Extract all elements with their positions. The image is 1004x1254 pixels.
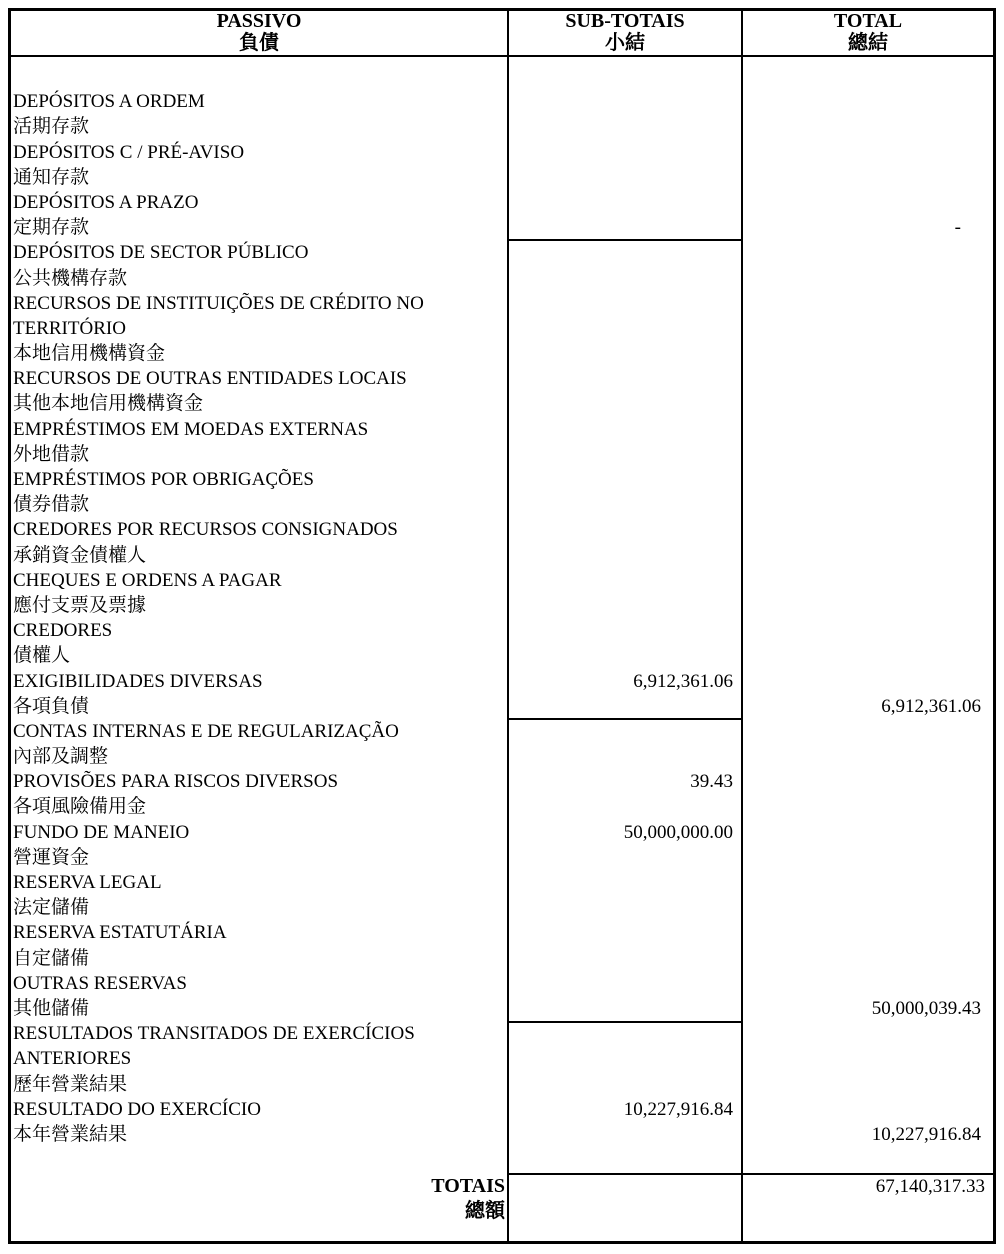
header-passivo-pt: PASSIVO — [216, 9, 302, 32]
row-total-value — [739, 266, 989, 291]
table-row — [11, 920, 993, 945]
table-row — [11, 820, 993, 845]
row-total-value — [739, 165, 989, 190]
row-total-value — [739, 316, 989, 341]
row-subtotal-value — [507, 618, 739, 643]
grand-total-value: 67,140,317.33 — [875, 1176, 985, 1197]
row-total-value — [739, 190, 989, 215]
table-row — [11, 996, 993, 1021]
table-row — [11, 1046, 993, 1071]
row-subtotal-value — [507, 719, 739, 744]
row-total-value: 6,912,361.06 — [881, 695, 981, 717]
row-total-value — [739, 64, 989, 89]
row-label: RESULTADO DO EXERCÍCIO — [13, 1098, 261, 1120]
row-total-value — [739, 391, 989, 416]
table-row — [11, 744, 993, 769]
row-label: DEPÓSITOS DE SECTOR PÚBLICO — [13, 242, 309, 264]
row-subtotal-value — [507, 442, 739, 467]
header-total — [743, 8, 993, 55]
table-row — [11, 593, 993, 618]
row-label: 公共機構存款 — [13, 267, 128, 289]
row-total-value — [739, 89, 989, 114]
row-label: 外地借款 — [13, 443, 90, 465]
row-label — [11, 64, 507, 89]
table-row — [11, 442, 993, 467]
table-row — [11, 190, 993, 215]
row-label: CHEQUES E ORDENS A PAGAR — [13, 569, 282, 591]
row-label: OUTRAS RESERVAS — [13, 972, 187, 994]
row-label: 定期存款 — [13, 217, 90, 239]
row-label: 承銷資金債權人 — [13, 544, 147, 566]
row-subtotal-value — [507, 517, 739, 542]
row-subtotal-value — [507, 391, 739, 416]
row-label: 各項負債 — [13, 695, 90, 717]
table-row — [11, 794, 993, 819]
row-total-value — [739, 719, 989, 744]
header-subtotais-pt: SUB-TOTAIS — [565, 9, 685, 32]
header-passivo — [11, 8, 507, 55]
row-total-value — [739, 1046, 989, 1071]
row-subtotal-value — [507, 190, 739, 215]
table-row — [11, 1097, 993, 1122]
row-subtotal-value — [507, 1021, 739, 1046]
row-subtotal-value: 10,227,916.84 — [623, 1098, 733, 1120]
row-total-value — [739, 920, 989, 945]
row-subtotal-value — [507, 417, 739, 442]
table-row — [11, 719, 993, 744]
row-label: 債券借款 — [13, 494, 90, 516]
row-total-value — [739, 240, 989, 265]
row-total-value — [739, 971, 989, 996]
row-subtotal-value — [507, 794, 739, 819]
table-row — [11, 114, 993, 139]
row-label: 自定儲備 — [13, 947, 90, 969]
row-label: RECURSOS DE OUTRAS ENTIDADES LOCAIS — [13, 368, 407, 390]
table-rows — [11, 64, 993, 1147]
row-label: 其他儲備 — [13, 997, 90, 1019]
row-subtotal-value: 6,912,361.06 — [633, 670, 733, 692]
row-subtotal-value — [507, 266, 739, 291]
row-total-value — [739, 618, 989, 643]
row-subtotal-value — [507, 920, 739, 945]
header-passivo-zh: 負債 — [239, 31, 279, 54]
row-total-value — [739, 794, 989, 819]
row-subtotal-value — [507, 366, 739, 391]
totals-label — [11, 1174, 505, 1224]
row-label: CREDORES — [13, 620, 113, 642]
table-row — [11, 1072, 993, 1097]
row-subtotal-value — [507, 543, 739, 568]
row-label: PROVISÕES PARA RISCOS DIVERSOS — [13, 771, 339, 793]
row-label: 本地信用機構資金 — [13, 343, 166, 365]
table-row — [11, 165, 993, 190]
row-total-value — [739, 492, 989, 517]
row-subtotal-value — [507, 215, 739, 240]
row-subtotal-value — [507, 946, 739, 971]
table-row — [11, 467, 993, 492]
header-total-zh: 總結 — [848, 31, 888, 54]
row-label: ANTERIORES — [13, 1048, 132, 1070]
table-row — [11, 971, 993, 996]
row-label: 通知存款 — [13, 166, 90, 188]
row-label: 各項風險備用金 — [13, 796, 147, 818]
table-row — [11, 845, 993, 870]
table-row — [11, 694, 993, 719]
row-subtotal-value — [507, 971, 739, 996]
row-total-value — [739, 820, 989, 845]
row-subtotal-value — [507, 492, 739, 517]
row-label: EXIGIBILIDADES DIVERSAS — [13, 670, 263, 692]
totals-label-pt: TOTAIS — [431, 1175, 505, 1197]
row-total-value — [739, 769, 989, 794]
row-label: RESULTADOS TRANSITADOS DE EXERCÍCIOS — [13, 1023, 415, 1045]
row-total-value — [739, 946, 989, 971]
row-label: CONTAS INTERNAS E DE REGULARIZAÇÃO — [13, 720, 399, 742]
row-subtotal-value — [507, 1046, 739, 1071]
totals-label-zh: 總額 — [465, 1200, 505, 1223]
row-label: 其他本地信用機構資金 — [13, 393, 204, 415]
row-label: RESERVA LEGAL — [13, 872, 162, 893]
table-row — [11, 140, 993, 165]
row-total-value: - — [954, 217, 961, 239]
row-total-value — [739, 366, 989, 391]
table-row — [11, 341, 993, 366]
row-subtotal-value — [507, 1122, 739, 1147]
row-subtotal-value — [507, 996, 739, 1021]
row-total-value — [739, 417, 989, 442]
header-total-pt: TOTAL — [833, 9, 903, 32]
row-subtotal-value — [507, 694, 739, 719]
table-row — [11, 316, 993, 341]
row-total-value — [739, 895, 989, 920]
row-label: 內部及調整 — [13, 746, 109, 768]
table-row — [11, 1021, 993, 1046]
table-row — [11, 946, 993, 971]
table-row — [11, 618, 993, 643]
row-label: 法定儲備 — [13, 897, 90, 919]
table-row — [11, 291, 993, 316]
table-row — [11, 266, 993, 291]
row-total-value — [739, 467, 989, 492]
row-subtotal-value — [507, 291, 739, 316]
table-row — [11, 215, 993, 240]
row-subtotal-value — [507, 316, 739, 341]
row-label: 營運資金 — [13, 846, 90, 868]
table-row — [11, 492, 993, 517]
row-label: EMPRÉSTIMOS EM MOEDAS EXTERNAS — [13, 418, 369, 440]
row-total-value — [739, 140, 989, 165]
row-total-value — [739, 114, 989, 139]
row-total-value — [739, 442, 989, 467]
row-total-value — [739, 593, 989, 618]
row-label: RESERVA ESTATUTÁRIA — [13, 922, 227, 944]
row-total-value: 10,227,916.84 — [871, 1123, 981, 1145]
row-label: CREDORES POR RECURSOS CONSIGNADOS — [13, 519, 398, 541]
table-row — [11, 870, 993, 895]
table-row — [11, 391, 993, 416]
row-label: TERRITÓRIO — [13, 317, 126, 339]
row-subtotal-value — [507, 114, 739, 139]
row-label: 活期存款 — [13, 116, 90, 138]
row-total-value — [739, 1021, 989, 1046]
row-total-value — [739, 1097, 989, 1122]
table-row — [11, 895, 993, 920]
row-total-value — [739, 517, 989, 542]
row-total-value: 50,000,039.43 — [871, 997, 981, 1019]
row-subtotal-value — [507, 593, 739, 618]
row-label: DEPÓSITOS C / PRÉ-AVISO — [13, 141, 245, 163]
table-row — [11, 769, 993, 794]
table-row — [11, 417, 993, 442]
row-subtotal-value: 39.43 — [690, 771, 733, 793]
row-label: DEPÓSITOS A ORDEM — [13, 91, 205, 113]
table-row — [11, 543, 993, 568]
table-row — [11, 669, 993, 694]
row-subtotal-value — [507, 467, 739, 492]
row-label: 歷年營業結果 — [13, 1073, 128, 1095]
row-subtotal-value — [507, 870, 739, 895]
row-total-value — [739, 643, 989, 668]
row-total-value — [739, 1072, 989, 1097]
table-row — [11, 568, 993, 593]
table-row — [11, 89, 993, 114]
table-row — [11, 366, 993, 391]
row-total-value — [739, 291, 989, 316]
table-row — [11, 64, 993, 89]
header-subtotais — [509, 8, 741, 55]
row-total-value — [739, 543, 989, 568]
header-separator-line — [8, 55, 996, 57]
table-row — [11, 517, 993, 542]
header-subtotais-zh: 小結 — [605, 31, 645, 54]
row-subtotal-value — [507, 895, 739, 920]
row-subtotal-value — [507, 165, 739, 190]
row-label: 應付支票及票據 — [13, 594, 147, 616]
row-label: 債權人 — [13, 645, 71, 667]
row-subtotal-value — [507, 64, 739, 89]
row-subtotal-value — [507, 845, 739, 870]
row-subtotal-value — [507, 240, 739, 265]
row-label: FUNDO DE MANEIO — [13, 821, 190, 843]
row-subtotal-value — [507, 744, 739, 769]
row-subtotal-value — [507, 89, 739, 114]
row-label: RECURSOS DE INSTITUIÇÕES DE CRÉDITO NO — [13, 292, 424, 314]
row-total-value — [739, 341, 989, 366]
row-subtotal-value — [507, 568, 739, 593]
row-total-value — [739, 744, 989, 769]
row-total-value — [739, 669, 989, 694]
row-subtotal-value — [507, 341, 739, 366]
row-label: 本年營業結果 — [13, 1123, 128, 1145]
row-label: DEPÓSITOS A PRAZO — [13, 191, 199, 213]
row-total-value — [739, 568, 989, 593]
row-subtotal-value — [507, 643, 739, 668]
row-total-value — [739, 870, 989, 895]
row-total-value — [739, 845, 989, 870]
row-subtotal-value: 50,000,000.00 — [623, 821, 733, 843]
row-subtotal-value — [507, 1072, 739, 1097]
row-label: EMPRÉSTIMOS POR OBRIGAÇÕES — [13, 469, 314, 490]
row-subtotal-value — [507, 140, 739, 165]
table-row — [11, 643, 993, 668]
table-row — [11, 240, 993, 265]
table-row — [11, 1122, 993, 1147]
